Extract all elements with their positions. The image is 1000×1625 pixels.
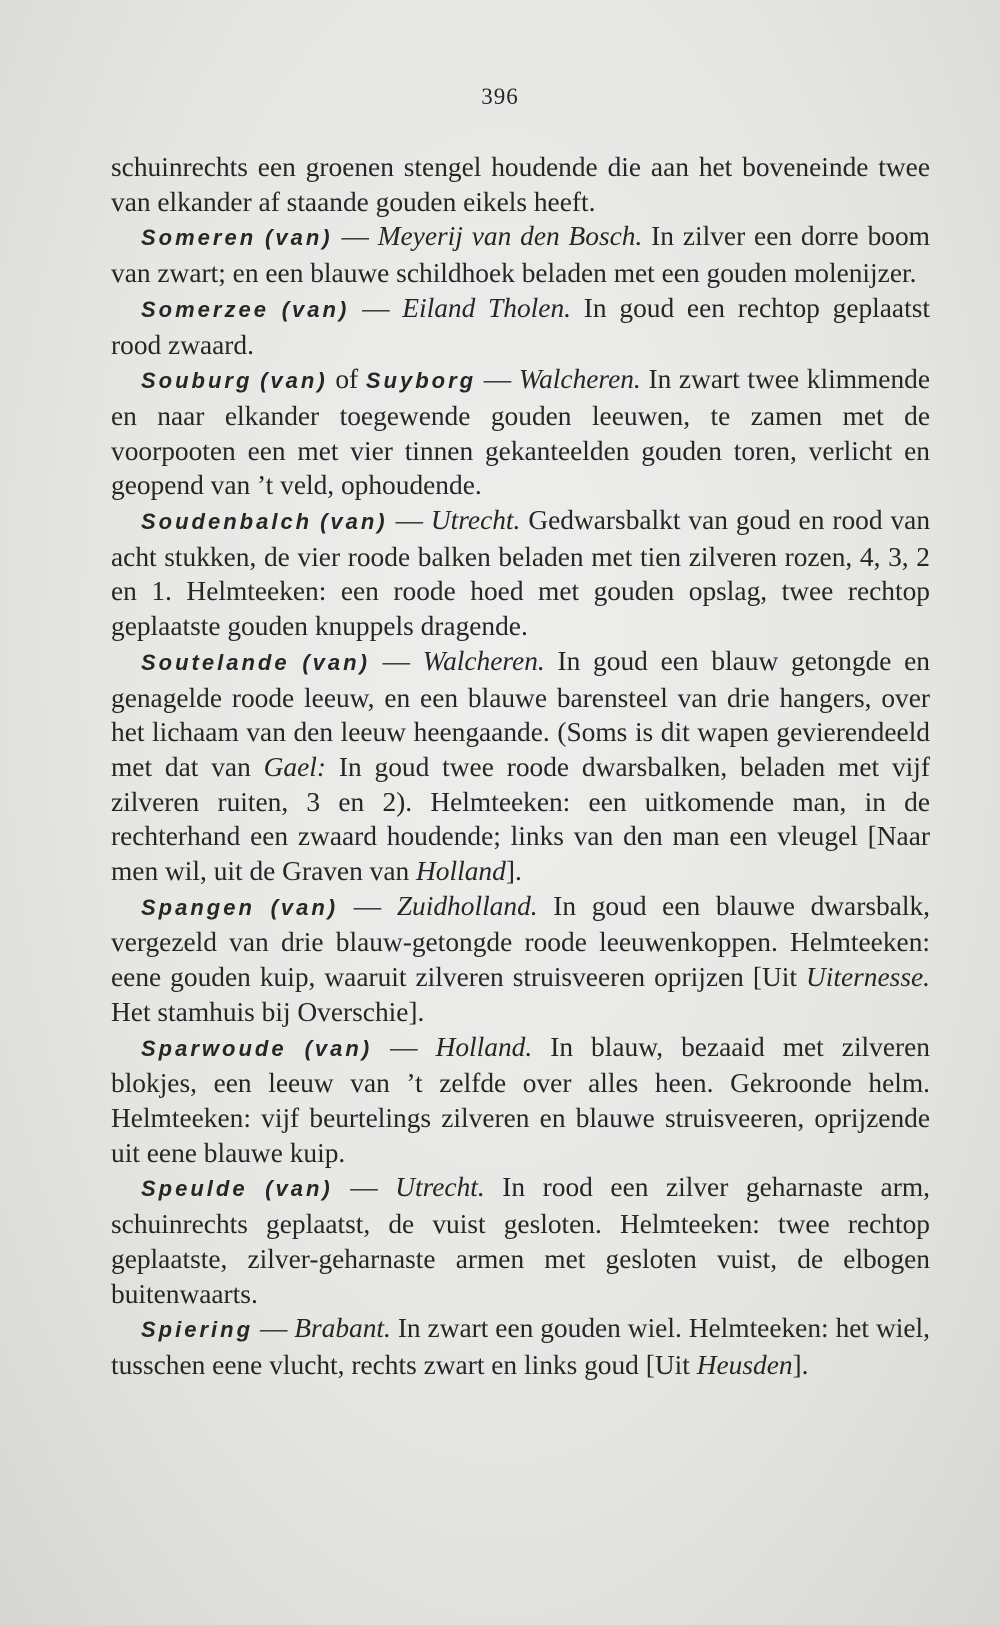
- entry-text: In rood een zilver geharnaste arm, schuinrechts geplaatst, de vuist gesloten. Helmteeken: twee rechtop geplaatste, zilver-geharnaste armen met gesloten vuist, de elbogen buitenwaarts.: [111, 1172, 930, 1309]
- name-particle: (van): [265, 1176, 333, 1202]
- dash: —: [362, 292, 390, 323]
- name-particle: (van): [304, 1035, 373, 1061]
- family-name: Souburg: [141, 368, 253, 394]
- family-name: Soutelande: [141, 649, 290, 675]
- region: Holland.: [435, 1031, 533, 1062]
- entry-souburg: [111, 362, 930, 503]
- region: Meyerij van den Bosch.: [377, 221, 643, 252]
- entry-text: In goud een blauwe dwarsbalk, vergezeld van drie blauw-getongde roode leeuwenkoppen. Helmteeken: eene gouden kuip, waaruit zilveren struisveeren oprijzen [Uit: [111, 890, 930, 993]
- text-body: [111, 150, 930, 1383]
- family-name: Someren: [141, 225, 257, 251]
- region: Walcheren.: [422, 645, 545, 676]
- dash: —: [350, 1172, 378, 1203]
- family-name: Soudenbalch: [141, 509, 313, 535]
- reference-name: Holland: [416, 856, 506, 887]
- entry-soudenbalch: [111, 503, 930, 644]
- dash: —: [382, 645, 411, 676]
- region: Zuidholland.: [396, 890, 538, 921]
- entry-continuation: [111, 150, 930, 219]
- reference-name: Heusden: [696, 1349, 793, 1380]
- family-name: Somerzee: [141, 296, 269, 322]
- entry-text: In zilver een dorre boom van zwart; en een blauwe schildhoek beladen met een gouden molenijzer.: [111, 221, 930, 289]
- entry-text-continued: In goud twee roode dwarsbalken, beladen met vijf zilveren ruiten, 3 en 2). Helmteeken: een uitkomende man, in de rechterhand een zwaard houdende; links van den man een vleugel [Naar men wil, uit de Graven van: [111, 751, 931, 887]
- entry-text: Gedwarsbalkt van goud en rood van acht stukken, de vier roode balken beladen met tien zilveren rozen, 4, 3, 2 en 1. Helmteeken: een roode hoed met gouden opslag, twee rechtop geplaatste gouden knuppels dragende.: [111, 505, 931, 642]
- region: Walcheren.: [518, 364, 641, 395]
- name-particle: (van): [320, 509, 388, 535]
- family-name: Sparwoude: [141, 1035, 287, 1061]
- entry-text-end: ].: [792, 1349, 809, 1380]
- dash: —: [341, 221, 369, 252]
- entry-text: In goud een blauw getongde en genagelde roode leeuw, en een blauwe barensteel van drie hangers, over het lichaam van den leeuw heengaande. (Soms is dit wapen gevierendeeld met dat van: [111, 645, 930, 782]
- entry-text: In zwart een gouden wiel. Helmteeken: het wiel, tusschen eene vlucht, rechts zwart en links goud [Uit: [111, 1313, 930, 1380]
- dash: —: [395, 505, 423, 536]
- name-particle: (van): [281, 296, 350, 322]
- family-name: Spiering: [141, 1317, 254, 1343]
- entry-text: In blauw, bezaaid met zilveren blokjes, een leeuw van ’t zelfde over alles heen. Gekroonde helm. Helmteeken: vijf beurtelings zilveren en blauwe struisveeren, oprijzende uit eene blauwe kuip.: [111, 1031, 930, 1168]
- entry-text-continued: Het stamhuis bij Overschie].: [111, 996, 425, 1027]
- region: Eiland Tholen.: [402, 292, 571, 323]
- region: Utrecht.: [395, 1172, 485, 1203]
- entry-spangen: [111, 889, 930, 1030]
- entry-soutelande: [111, 644, 930, 889]
- page-number: 396: [481, 84, 519, 109]
- entry-text: In goud een rechtop geplaatst rood zwaard.: [111, 292, 930, 360]
- name-particle: (van): [265, 225, 333, 251]
- entry-text-end: ].: [505, 856, 522, 887]
- conjunction: of: [335, 364, 359, 395]
- entry-text: In zwart twee klimmende en naar elkander toegewende gouden leeuwen, te zamen met de voorpooten een met vier tinnen gekanteelden gouden toren, verlicht en geopend van ’t veld, ophoudende.: [111, 364, 931, 501]
- dash: —: [390, 1031, 418, 1062]
- family-name-alt: Suyborg: [365, 368, 477, 394]
- dash: —: [483, 364, 512, 395]
- reference-name: Uiternesse.: [805, 962, 930, 993]
- name-particle: (van): [302, 649, 370, 675]
- entry-sparwoude: [111, 1030, 930, 1171]
- entry-spiering: [111, 1311, 930, 1382]
- region: Brabant.: [294, 1313, 391, 1344]
- dash: —: [259, 1313, 288, 1344]
- entry-text: schuinrechts een groenen stengel houdende die aan het boveneinde twee van elkander af staande gouden eikels heeft.: [111, 152, 930, 217]
- dash: —: [353, 890, 382, 921]
- family-name: Speulde: [141, 1176, 248, 1202]
- entry-somerzee: [111, 291, 930, 362]
- family-name: Spangen: [141, 894, 255, 920]
- entry-someren: [111, 219, 930, 290]
- entry-speulde: [111, 1170, 930, 1311]
- reference-name: Gael:: [263, 751, 327, 782]
- name-particle: (van): [260, 368, 328, 394]
- name-particle: (van): [270, 894, 339, 920]
- region: Utrecht.: [430, 505, 521, 536]
